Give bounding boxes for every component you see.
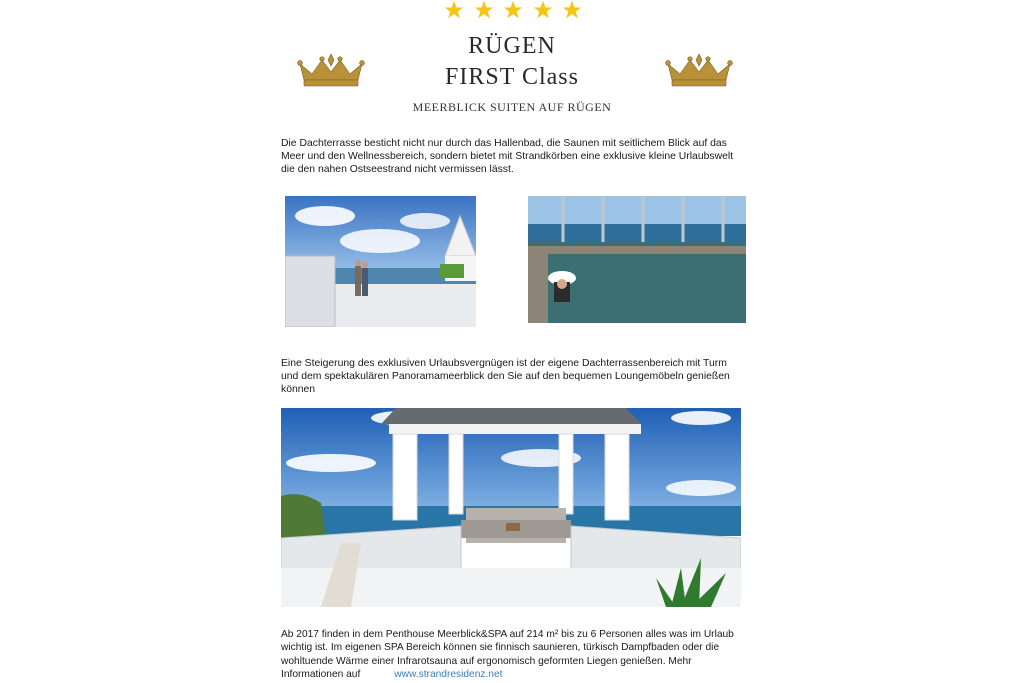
star-icon <box>473 0 495 20</box>
pavilion-lounge-photo <box>281 408 741 607</box>
penthouse-paragraph <box>281 628 736 682</box>
star-icon <box>443 0 465 20</box>
star-icon <box>532 0 554 20</box>
indoor-pool-photo <box>528 196 746 323</box>
terrace-paragraph: Eine Steigerung des exklusiven Urlaubsvergnügen ist der eigene Dachterrassenbereich mit Turm und dem spektakulären Panoramameerblick den Sie auf den bequemen Loungemöbeln genießen können <box>281 358 730 396</box>
rating-stars <box>443 0 583 20</box>
page-title: RÜGEN <box>468 33 556 59</box>
website-link[interactable]: www.strandresidenz.net <box>394 669 503 681</box>
page-subtitle: MEERBLICK SUITEN AUF RÜGEN <box>412 100 612 114</box>
star-icon <box>502 0 524 20</box>
penthouse-text: Ab 2017 finden in dem Penthouse Meerblick&SPA auf 214 m² bis zu 6 Personen alles was im Urlaub wichtig ist. Im eigenen SPA Bereich können sie finnisch saunieren, türkisch Dampfbaden oder die wohltuende Wärme einer Infrarotsauna auf ergonomisch geformten Liegen genießen. Mehr Informationen auf <box>281 629 734 681</box>
rooftop-terrace-photo <box>285 196 476 327</box>
star-icon <box>561 0 583 20</box>
intro-paragraph: Die Dachterrasse besticht nicht nur durch das Hallenbad, die Saunen mit seitlichem Blick auf das Meer und den Wellnessbereich, sondern bietet mit Strandkörben eine exklusive kleine Urlaubswelt die den nahen Ostseestrand nicht vermissen lässt. <box>281 138 734 176</box>
page-title-secondary: FIRST Class <box>445 64 579 90</box>
